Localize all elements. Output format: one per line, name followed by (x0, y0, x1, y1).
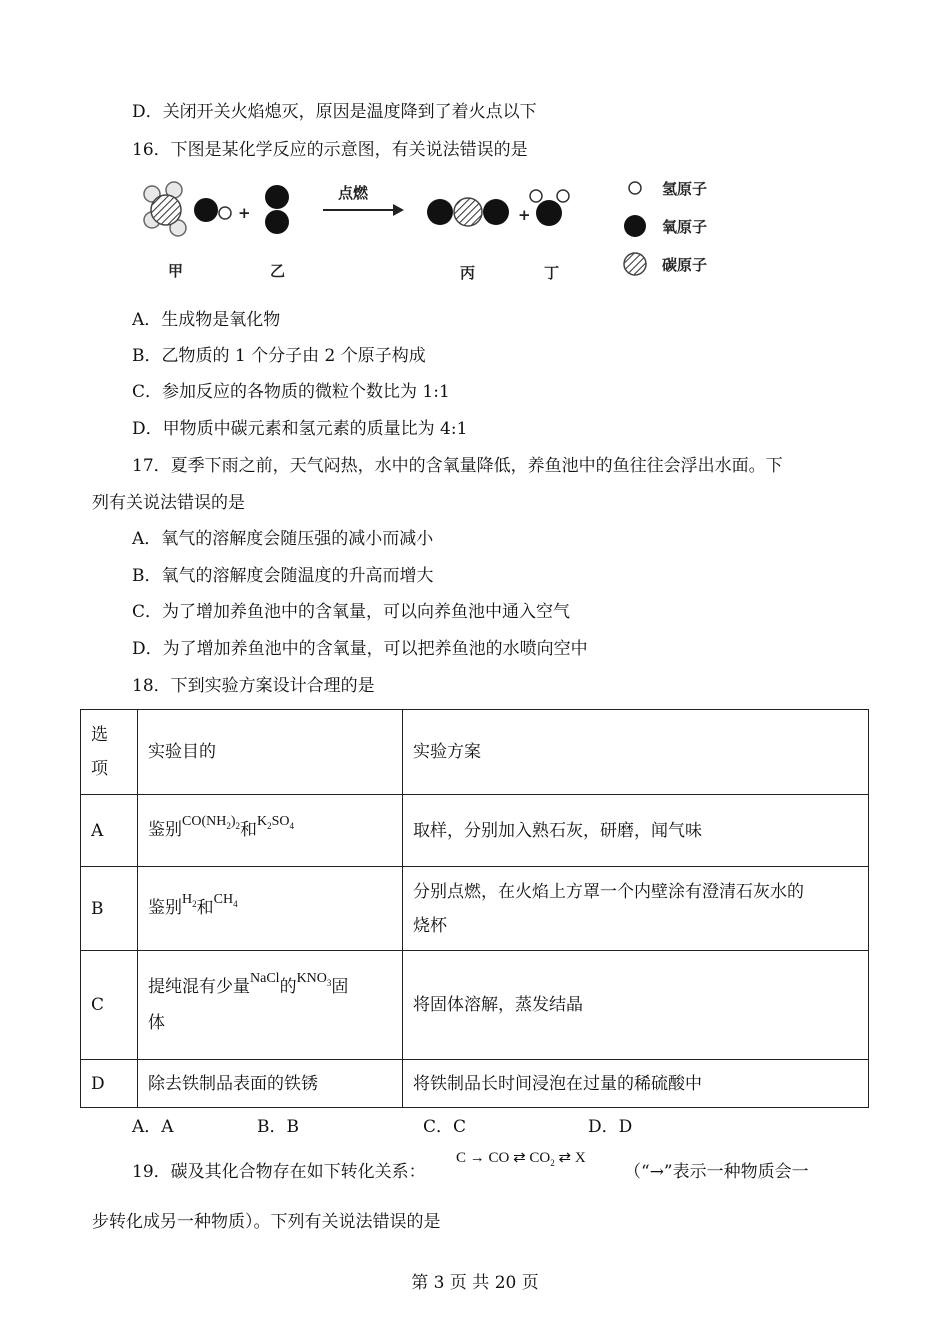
oxygen-legend-icon (624, 215, 646, 237)
row-a-option: A (81, 795, 138, 867)
q19-formula: C → CO ⇄ $CO_2$ ⇄ X (456, 1150, 586, 1168)
row-c-purpose: 提纯混有少量$^{NaCl}$的$^{KNO_3}$固 体 (138, 951, 403, 1060)
label-jia: 甲 (168, 262, 184, 280)
legend-carbon: 碳原子 (662, 256, 708, 274)
header-purpose: 实验目的 (138, 710, 403, 795)
q18-answer-c: C．C (423, 1117, 467, 1137)
table-row (81, 867, 869, 951)
row-b-plan: 分别点燃，在火焰上方罩一个内壁涂有澄清石灰水的 烧杯 (403, 867, 869, 951)
arrow-label: 点燃 (338, 184, 369, 202)
row-d-option: D (81, 1060, 138, 1108)
q19-stem-line1b: （“→”表示一种物质会一 (624, 1162, 809, 1182)
q17-option-c: C．为了增加养鱼池中的含氧量，可以向养鱼池中通入空气 (132, 602, 571, 622)
legend-oxygen: 氧原子 (662, 218, 708, 236)
q16-option-b: B．乙物质的 1 个分子由 2 个原子构成 (132, 346, 426, 366)
plus-sign-2: + (518, 206, 531, 224)
label-ding: 丁 (544, 264, 560, 282)
q19-stem-line1: 19．碳及其化合物存在如下转化关系： (132, 1162, 426, 1182)
row-c-plan: 将固体溶解，蒸发结晶 (403, 951, 869, 1060)
q18-answer-d: D．D (588, 1117, 633, 1137)
header-plan: 实验方案 (403, 710, 869, 795)
label-yi: 乙 (270, 262, 286, 280)
q16-option-d: D．甲物质中碳元素和氢元素的质量比为 4:1 (132, 419, 468, 439)
reaction-diagram (138, 176, 738, 288)
label-bing: 丙 (460, 264, 476, 282)
table-row (81, 1060, 869, 1108)
plus-sign-1: + (238, 204, 251, 222)
row-b-option: B (81, 867, 138, 951)
legend-hydrogen: 氢原子 (662, 180, 708, 198)
table-header-row (81, 710, 869, 795)
q15-option-d: D．关闭开关火焰熄灭，原因是温度降到了着火点以下 (132, 102, 537, 122)
q17-stem-line1: 17．夏季下雨之前，天气闷热，水中的含氧量降低，养鱼池中的鱼往往会浮出水面。下 (132, 456, 783, 476)
carbon-legend-icon (624, 253, 646, 275)
q17-stem-line2: 列有关说法错误的是 (92, 493, 245, 513)
page-footer: 第 3 页 共 20 页 (411, 1273, 539, 1293)
q18-answer-b: B．B (257, 1117, 299, 1137)
q18-stem: 18．下到实验方案设计合理的是 (132, 676, 375, 696)
row-d-plan: 将铁制品长时间浸泡在过量的稀硫酸中 (403, 1060, 869, 1108)
molecule-ding (530, 190, 569, 226)
row-a-plan: 取样，分别加入熟石灰，研磨，闻气味 (403, 795, 869, 867)
row-a-purpose: 鉴别$^{CO(NH_2)_2}$和$^{K_2SO_4}$ (138, 795, 403, 867)
table-row (81, 795, 869, 867)
q17-option-d: D．为了增加养鱼池中的含氧量，可以把养鱼池的水喷向空中 (132, 639, 588, 659)
q17-option-a: A．氧气的溶解度会随压强的减小而减小 (132, 529, 434, 549)
molecule-yi (265, 185, 289, 234)
arrow-head-icon (393, 204, 404, 216)
row-b-purpose: 鉴别$^{H_2}$和$^{CH_4}$ (138, 867, 403, 951)
header-option: 选 项 (81, 710, 138, 795)
q19-stem-line2: 步转化成另一种物质）。下列有关说法错误的是 (92, 1212, 441, 1232)
molecule-jia (144, 182, 231, 236)
row-c-option: C (81, 951, 138, 1060)
q17-option-b: B．氧气的溶解度会随温度的升高而增大 (132, 566, 434, 586)
q16-option-c: C．参加反应的各物质的微粒个数比为 1:1 (132, 382, 450, 402)
table-row (81, 951, 869, 1060)
q16-stem: 16．下图是某化学反应的示意图，有关说法错误的是 (132, 140, 528, 160)
q16-option-a: A．生成物是氧化物 (132, 310, 281, 330)
hydrogen-legend-icon (629, 182, 641, 194)
q18-answer-a: A．A (132, 1117, 174, 1137)
row-d-purpose: 除去铁制品表面的铁锈 (138, 1060, 403, 1108)
experiment-table (80, 709, 869, 1108)
molecule-bing (427, 198, 509, 226)
